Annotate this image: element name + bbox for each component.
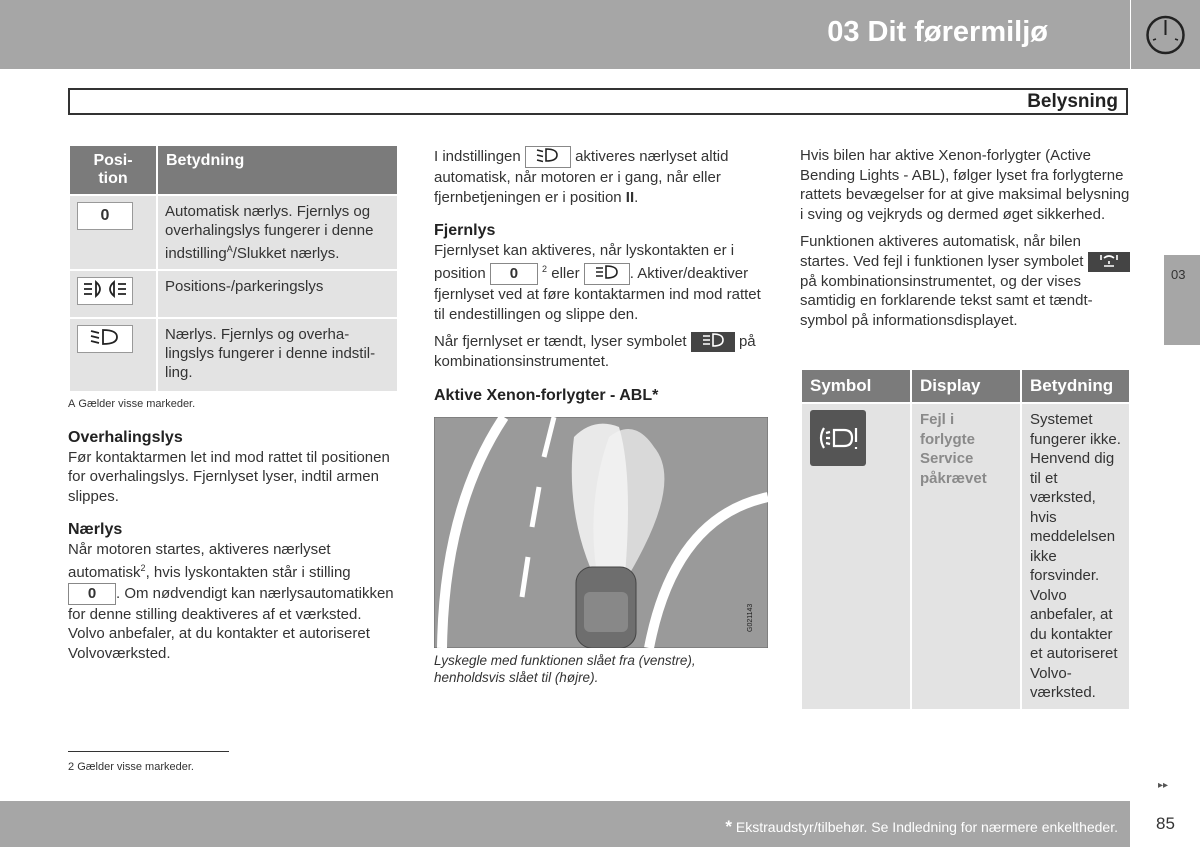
symbol-table xyxy=(800,368,1131,711)
heading-overhalingslys: Overhalingslys xyxy=(68,429,183,446)
heading-naerlys: Nærlys xyxy=(68,521,123,538)
high-beam-icon xyxy=(584,263,630,285)
column-1: Overhalingslys Før kontaktarmen let ind mod rattet til positionen for overhalingslys. Fjernlyset lyser, indtil armen slippes. Nærlys Når motoren startes, aktiveres nærlyset automatisk$^2$, hvis lyskontakten står i stilling 0 . Om nødvendigt kan nærlysautomatikken for denne stilling deaktiveres af et værksted. Volvo anbefaler, at du kontakter et autoriseret Volvoværksted. xyxy=(68,414,402,671)
heading-abl: Aktive Xenon-forlygter - ABL* xyxy=(434,386,659,404)
position-0-symbol: 0 xyxy=(77,202,133,230)
position-table xyxy=(68,144,399,393)
table-row: Nærlys. Fjernlys og overha-lingslys fungerer i denne indstil-ling. xyxy=(70,319,397,391)
table-header-meaning: Betydning xyxy=(158,146,397,194)
parking-light-icon xyxy=(77,277,133,305)
chapter-title: 03 Dit førermiljø xyxy=(827,16,1048,48)
meaning-text: Systemet fungerer ikke. Henvend dig til et værksted, hvis meddelelsen ikke forsvinder. Volvo anbefaler, at du kontakter et autoriseret Volvo-værksted. xyxy=(1022,404,1129,709)
page-header xyxy=(0,0,1130,69)
table-header-display: Display xyxy=(912,370,1020,402)
table-header-position: Posi- tion xyxy=(70,146,156,194)
figure-code: G021143 xyxy=(747,603,754,632)
figure-caption: Lyskegle med funktionen slået fra (venstre), henholdsvis slået til (højre). xyxy=(434,653,696,685)
footer-note: * Ekstraudstyr/tilbehør. Se Indledning for nærmere enkeltheder. xyxy=(725,817,1118,836)
abl-warning-icon xyxy=(1088,252,1130,272)
column-2: I indstillingen aktiveres nærlyset altid automatisk, når motoren er i gang, når eller fjernbetjeningen er i position II. Fjernlys Fjernlyset kan aktiveres, når lyskontakten er i position 0 $^2$ eller . Aktiver/deaktiver fjernlyset ved at føre kontaktarmen ind mod rattet til endestillingen og slippe den. Når fjernlyset er tændt, lyser symbolet på kombinationsinstrumentet. Aktive Xenon-forlygter - ABL* xyxy=(434,146,768,405)
abl-illustration xyxy=(434,417,768,648)
position-0-box: 0 xyxy=(490,263,538,285)
low-beam-icon xyxy=(77,325,133,353)
chapter-tab: 03 xyxy=(1164,255,1200,345)
display-message: Fejl i forlygte Service påkrævet xyxy=(912,404,1020,709)
page-footer xyxy=(0,801,1130,847)
page-number: 85 xyxy=(1131,801,1200,847)
abl-fault-icon xyxy=(810,410,866,466)
speedometer-icon xyxy=(1131,0,1200,69)
heading-fjernlys: Fjernlys xyxy=(434,222,496,239)
page-footnote: 2 Gælder visse markeder. xyxy=(68,761,194,773)
section-bar xyxy=(68,88,1128,115)
low-beam-icon xyxy=(525,146,571,168)
footnote-rule xyxy=(68,751,229,752)
table-row: 0 Automatisk nærlys. Fjernlys og overhalingslys fungerer i denne indstilling$^A$/Slukket nærlys. xyxy=(70,196,397,269)
table-header-symbol: Symbol xyxy=(802,370,910,402)
column-3: Hvis bilen har aktive Xenon-forlygter (Active Bending Lights - ABL), følger lyset fra forlygterne rattets bevægelser for at give maksimal belysning i sving og vejkryds og dermed øget sikkerhed. Funktionen aktiveres automatisk, når bilen startes. Ved fejl i funktionen lyser symbolet på kombinationsinstrumentet, og der vises samtidig en forklarende tekst samt et tændt-symbol på informationsdisplayet. xyxy=(800,147,1130,329)
table-header-meaning: Betydning xyxy=(1022,370,1129,402)
table-row: Positions-/parkeringslys xyxy=(70,271,397,317)
continue-arrow-icon: ▸▸ xyxy=(1158,780,1169,791)
chapter-icon-box xyxy=(1131,0,1200,69)
high-beam-indicator-icon xyxy=(691,332,735,352)
section-title: Belysning xyxy=(1027,91,1118,112)
table-row xyxy=(802,404,1129,709)
table-footnote: A Gælder visse markeder. xyxy=(68,398,196,410)
position-0-box: 0 xyxy=(68,583,116,605)
